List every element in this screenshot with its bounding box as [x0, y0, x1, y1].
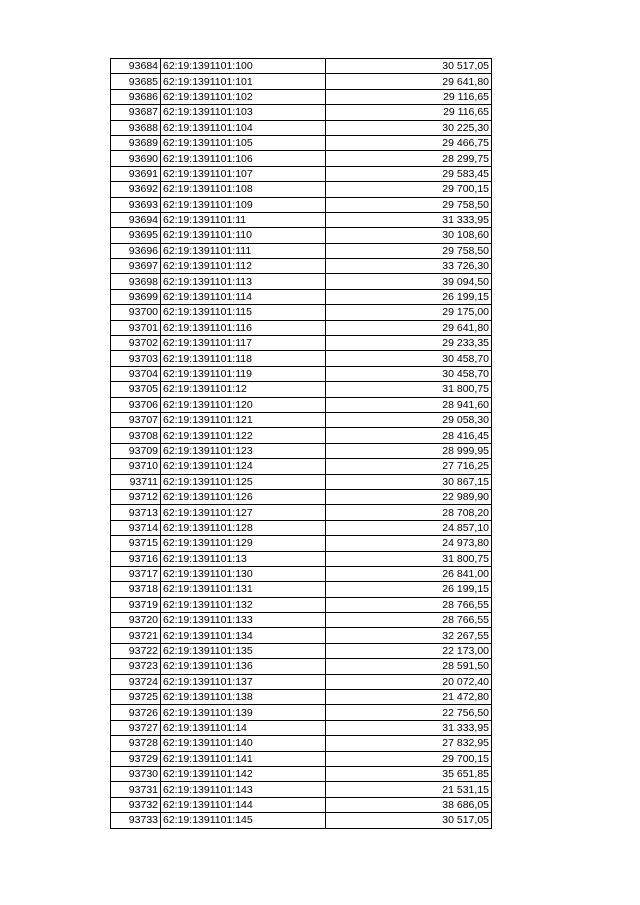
- table-row: [111, 320, 492, 335]
- row-number-cell: 93713: [111, 505, 161, 520]
- value-cell: 33 726,30: [326, 259, 492, 274]
- row-number-cell: 93707: [111, 412, 161, 427]
- value-cell: 29 641,80: [326, 74, 492, 89]
- row-number-cell: 93709: [111, 443, 161, 458]
- row-number-cell: 93716: [111, 551, 161, 566]
- table-row: [111, 751, 492, 766]
- row-number-cell: 93733: [111, 813, 161, 828]
- table-row: [111, 582, 492, 597]
- row-number-cell: 93691: [111, 166, 161, 181]
- value-cell: 29 116,65: [326, 105, 492, 120]
- value-cell: 29 466,75: [326, 135, 492, 150]
- row-number-cell: 93711: [111, 474, 161, 489]
- value-cell: 29 700,15: [326, 751, 492, 766]
- cadastral-number-cell: 62:19:1391101:122: [161, 428, 326, 443]
- table-row: [111, 489, 492, 504]
- table-row: [111, 720, 492, 735]
- row-number-cell: 93689: [111, 135, 161, 150]
- row-number-cell: 93724: [111, 674, 161, 689]
- row-number-cell: 93698: [111, 274, 161, 289]
- value-cell: 30 225,30: [326, 120, 492, 135]
- cadastral-number-cell: 62:19:1391101:111: [161, 243, 326, 258]
- value-cell: 29 700,15: [326, 182, 492, 197]
- value-cell: 29 175,00: [326, 305, 492, 320]
- table-row: [111, 766, 492, 781]
- row-number-cell: 93702: [111, 336, 161, 351]
- value-cell: 29 233,35: [326, 336, 492, 351]
- cadastral-number-cell: 62:19:1391101:135: [161, 643, 326, 658]
- value-cell: 31 333,95: [326, 212, 492, 227]
- row-number-cell: 93710: [111, 459, 161, 474]
- table-row: [111, 566, 492, 581]
- row-number-cell: 93723: [111, 659, 161, 674]
- cadastral-number-cell: 62:19:1391101:120: [161, 397, 326, 412]
- value-cell: 26 841,00: [326, 566, 492, 581]
- value-cell: 20 072,40: [326, 674, 492, 689]
- cadastral-number-cell: 62:19:1391101:143: [161, 782, 326, 797]
- row-number-cell: 93695: [111, 228, 161, 243]
- table-row: [111, 397, 492, 412]
- table-row: [111, 813, 492, 828]
- value-cell: 29 058,30: [326, 412, 492, 427]
- row-number-cell: 93730: [111, 766, 161, 781]
- cadastral-number-cell: 62:19:1391101:128: [161, 520, 326, 535]
- row-number-cell: 93725: [111, 690, 161, 705]
- cadastral-number-cell: 62:19:1391101:112: [161, 259, 326, 274]
- table-row: [111, 120, 492, 135]
- table-row: [111, 59, 492, 74]
- table-row: [111, 628, 492, 643]
- table-row: [111, 259, 492, 274]
- table-row: [111, 520, 492, 535]
- value-cell: 31 800,75: [326, 551, 492, 566]
- value-cell: 28 941,60: [326, 397, 492, 412]
- value-cell: 28 766,55: [326, 597, 492, 612]
- value-cell: 24 973,80: [326, 536, 492, 551]
- value-cell: 32 267,55: [326, 628, 492, 643]
- value-cell: 39 094,50: [326, 274, 492, 289]
- cadastral-number-cell: 62:19:1391101:12: [161, 382, 326, 397]
- row-number-cell: 93718: [111, 582, 161, 597]
- cadastral-number-cell: 62:19:1391101:131: [161, 582, 326, 597]
- value-cell: 29 641,80: [326, 320, 492, 335]
- table-row: [111, 289, 492, 304]
- table-row: [111, 505, 492, 520]
- value-cell: 26 199,15: [326, 582, 492, 597]
- cadastral-number-cell: 62:19:1391101:13: [161, 551, 326, 566]
- table-row: [111, 659, 492, 674]
- value-cell: 38 686,05: [326, 797, 492, 812]
- value-cell: 28 766,55: [326, 613, 492, 628]
- row-number-cell: 93686: [111, 89, 161, 104]
- row-number-cell: 93701: [111, 320, 161, 335]
- value-cell: 30 108,60: [326, 228, 492, 243]
- row-number-cell: 93700: [111, 305, 161, 320]
- cadastral-number-cell: 62:19:1391101:125: [161, 474, 326, 489]
- cadastral-number-cell: 62:19:1391101:144: [161, 797, 326, 812]
- table-row: [111, 536, 492, 551]
- cadastral-number-cell: 62:19:1391101:100: [161, 59, 326, 74]
- cadastral-number-cell: 62:19:1391101:103: [161, 105, 326, 120]
- table-row: [111, 274, 492, 289]
- row-number-cell: 93705: [111, 382, 161, 397]
- row-number-cell: 93720: [111, 613, 161, 628]
- cadastral-number-cell: 62:19:1391101:126: [161, 489, 326, 504]
- table-row: [111, 797, 492, 812]
- value-cell: 27 716,25: [326, 459, 492, 474]
- table-row: [111, 151, 492, 166]
- row-number-cell: 93696: [111, 243, 161, 258]
- row-number-cell: 93732: [111, 797, 161, 812]
- table-row: [111, 551, 492, 566]
- cadastral-number-cell: 62:19:1391101:110: [161, 228, 326, 243]
- cadastral-number-cell: 62:19:1391101:107: [161, 166, 326, 181]
- row-number-cell: 93690: [111, 151, 161, 166]
- cadastral-number-cell: 62:19:1391101:130: [161, 566, 326, 581]
- table-row: [111, 674, 492, 689]
- value-cell: 28 999,95: [326, 443, 492, 458]
- row-number-cell: 93731: [111, 782, 161, 797]
- value-cell: 28 591,50: [326, 659, 492, 674]
- table-row: [111, 613, 492, 628]
- table-row: [111, 135, 492, 150]
- row-number-cell: 93703: [111, 351, 161, 366]
- data-table: [110, 58, 492, 829]
- table-row: [111, 305, 492, 320]
- value-cell: 28 416,45: [326, 428, 492, 443]
- cadastral-number-cell: 62:19:1391101:114: [161, 289, 326, 304]
- table-row: [111, 105, 492, 120]
- table-row: [111, 166, 492, 181]
- value-cell: 28 299,75: [326, 151, 492, 166]
- row-number-cell: 93714: [111, 520, 161, 535]
- row-number-cell: 93687: [111, 105, 161, 120]
- cadastral-number-cell: 62:19:1391101:119: [161, 366, 326, 381]
- table-row: [111, 443, 492, 458]
- table-row: [111, 212, 492, 227]
- value-cell: 26 199,15: [326, 289, 492, 304]
- row-number-cell: 93715: [111, 536, 161, 551]
- row-number-cell: 93688: [111, 120, 161, 135]
- cadastral-number-cell: 62:19:1391101:127: [161, 505, 326, 520]
- cadastral-number-cell: 62:19:1391101:124: [161, 459, 326, 474]
- value-cell: 30 867,15: [326, 474, 492, 489]
- value-cell: 29 583,45: [326, 166, 492, 181]
- value-cell: 30 458,70: [326, 351, 492, 366]
- value-cell: 28 708,20: [326, 505, 492, 520]
- cadastral-number-cell: 62:19:1391101:108: [161, 182, 326, 197]
- cadastral-number-cell: 62:19:1391101:104: [161, 120, 326, 135]
- table-row: [111, 74, 492, 89]
- table-row: [111, 412, 492, 427]
- cadastral-number-cell: 62:19:1391101:123: [161, 443, 326, 458]
- cadastral-number-cell: 62:19:1391101:129: [161, 536, 326, 551]
- value-cell: 31 800,75: [326, 382, 492, 397]
- row-number-cell: 93684: [111, 59, 161, 74]
- row-number-cell: 93693: [111, 197, 161, 212]
- row-number-cell: 93697: [111, 259, 161, 274]
- cadastral-number-cell: 62:19:1391101:118: [161, 351, 326, 366]
- table-row: [111, 690, 492, 705]
- table-row: [111, 597, 492, 612]
- value-cell: 30 458,70: [326, 366, 492, 381]
- cadastral-number-cell: 62:19:1391101:139: [161, 705, 326, 720]
- cadastral-number-cell: 62:19:1391101:11: [161, 212, 326, 227]
- cadastral-number-cell: 62:19:1391101:109: [161, 197, 326, 212]
- cadastral-number-cell: 62:19:1391101:121: [161, 412, 326, 427]
- cadastral-number-cell: 62:19:1391101:136: [161, 659, 326, 674]
- row-number-cell: 93685: [111, 74, 161, 89]
- row-number-cell: 93728: [111, 736, 161, 751]
- row-number-cell: 93708: [111, 428, 161, 443]
- table-row: [111, 705, 492, 720]
- table-row: [111, 428, 492, 443]
- row-number-cell: 93727: [111, 720, 161, 735]
- value-cell: 22 756,50: [326, 705, 492, 720]
- row-number-cell: 93719: [111, 597, 161, 612]
- cadastral-number-cell: 62:19:1391101:141: [161, 751, 326, 766]
- row-number-cell: 93712: [111, 489, 161, 504]
- table-row: [111, 336, 492, 351]
- cadastral-number-cell: 62:19:1391101:142: [161, 766, 326, 781]
- cadastral-number-cell: 62:19:1391101:116: [161, 320, 326, 335]
- value-cell: 35 651,85: [326, 766, 492, 781]
- table-row: [111, 643, 492, 658]
- table-row: [111, 474, 492, 489]
- cadastral-number-cell: 62:19:1391101:106: [161, 151, 326, 166]
- value-cell: 30 517,05: [326, 59, 492, 74]
- row-number-cell: 93706: [111, 397, 161, 412]
- cadastral-number-cell: 62:19:1391101:105: [161, 135, 326, 150]
- value-cell: 27 832,95: [326, 736, 492, 751]
- table-row: [111, 89, 492, 104]
- cadastral-number-cell: 62:19:1391101:115: [161, 305, 326, 320]
- cadastral-number-cell: 62:19:1391101:102: [161, 89, 326, 104]
- row-number-cell: 93722: [111, 643, 161, 658]
- cadastral-number-cell: 62:19:1391101:140: [161, 736, 326, 751]
- table-row: [111, 243, 492, 258]
- cadastral-number-cell: 62:19:1391101:145: [161, 813, 326, 828]
- cadastral-number-cell: 62:19:1391101:138: [161, 690, 326, 705]
- cadastral-number-cell: 62:19:1391101:113: [161, 274, 326, 289]
- table-row: [111, 459, 492, 474]
- row-number-cell: 93704: [111, 366, 161, 381]
- table-row: [111, 782, 492, 797]
- data-table-body: [111, 59, 492, 829]
- cadastral-number-cell: 62:19:1391101:133: [161, 613, 326, 628]
- cadastral-number-cell: 62:19:1391101:117: [161, 336, 326, 351]
- row-number-cell: 93729: [111, 751, 161, 766]
- value-cell: 29 116,65: [326, 89, 492, 104]
- value-cell: 22 989,90: [326, 489, 492, 504]
- cadastral-number-cell: 62:19:1391101:101: [161, 74, 326, 89]
- value-cell: 30 517,05: [326, 813, 492, 828]
- row-number-cell: 93721: [111, 628, 161, 643]
- row-number-cell: 93694: [111, 212, 161, 227]
- value-cell: 29 758,50: [326, 197, 492, 212]
- table-row: [111, 182, 492, 197]
- row-number-cell: 93726: [111, 705, 161, 720]
- row-number-cell: 93692: [111, 182, 161, 197]
- table-row: [111, 228, 492, 243]
- row-number-cell: 93699: [111, 289, 161, 304]
- table-row: [111, 351, 492, 366]
- cadastral-number-cell: 62:19:1391101:132: [161, 597, 326, 612]
- row-number-cell: 93717: [111, 566, 161, 581]
- cadastral-number-cell: 62:19:1391101:134: [161, 628, 326, 643]
- value-cell: 22 173,00: [326, 643, 492, 658]
- value-cell: 31 333,95: [326, 720, 492, 735]
- value-cell: 29 758,50: [326, 243, 492, 258]
- table-row: [111, 197, 492, 212]
- cadastral-number-cell: 62:19:1391101:137: [161, 674, 326, 689]
- table-row: [111, 736, 492, 751]
- value-cell: 24 857,10: [326, 520, 492, 535]
- value-cell: 21 472,80: [326, 690, 492, 705]
- table-row: [111, 382, 492, 397]
- table-row: [111, 366, 492, 381]
- cadastral-number-cell: 62:19:1391101:14: [161, 720, 326, 735]
- value-cell: 21 531,15: [326, 782, 492, 797]
